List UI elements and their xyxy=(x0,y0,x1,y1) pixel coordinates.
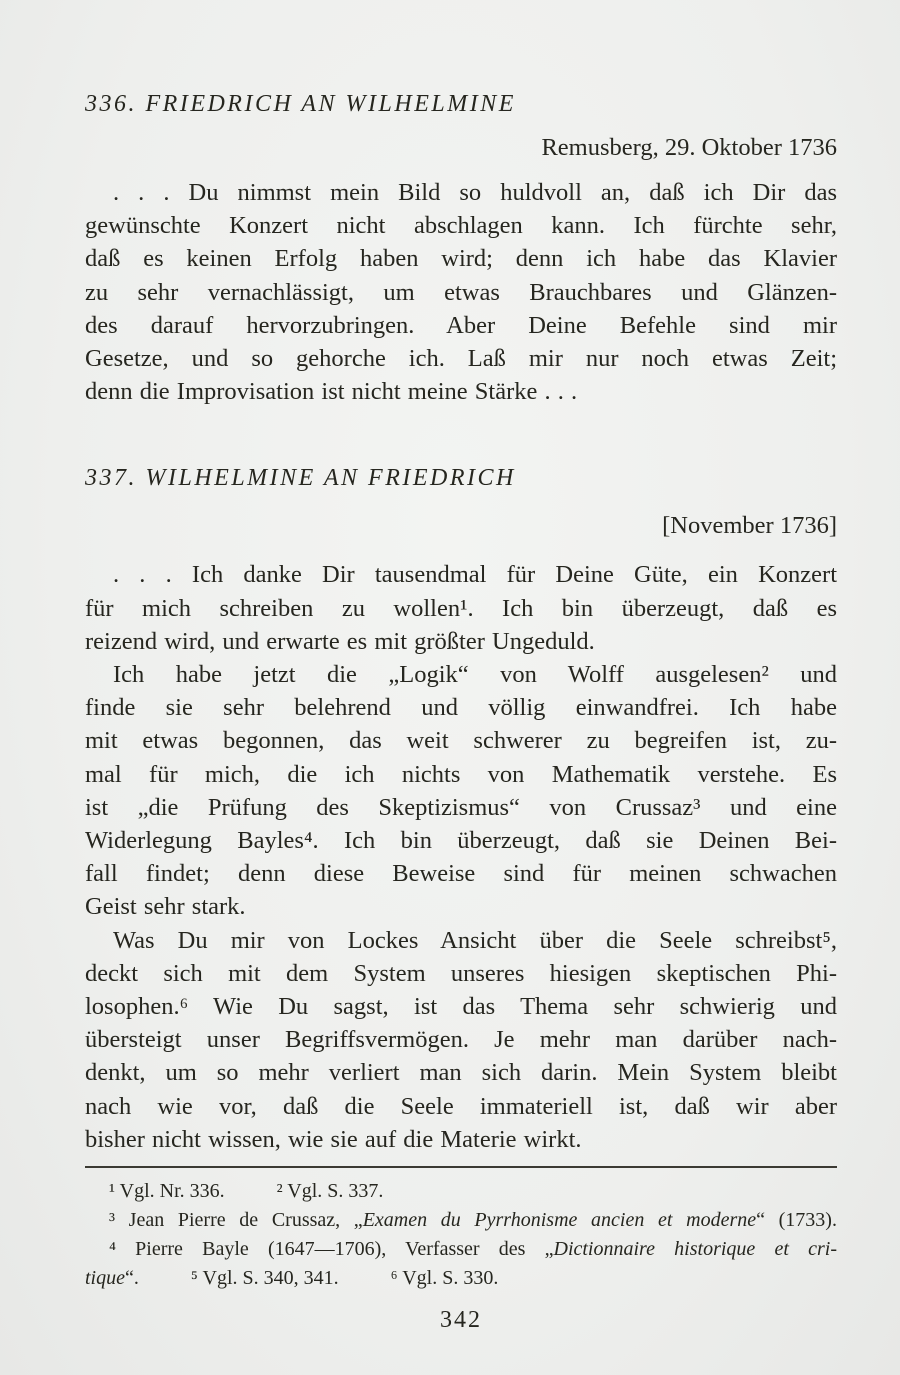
text-line: daß es keinen Erfolg haben wird; denn ich habe das Klavier xyxy=(85,245,837,273)
text-line: Geist sehr stark. xyxy=(85,893,246,921)
letter-heading: 337. WILHELMINE AN FRIEDRICH xyxy=(85,465,516,492)
text-line: zu sehr vernachlässigt, um etwas Brauchbares und Glänzen- xyxy=(85,278,837,306)
letter-337 xyxy=(85,462,837,1156)
footnote-separator xyxy=(85,1166,837,1168)
text-line: mal für mich, die ich nichts von Mathematik verstehe. Es xyxy=(85,760,837,788)
footnote-3-end: “ (1733). xyxy=(756,1209,837,1232)
text-line: losophen.⁶ Wie Du sagst, ist das Thema sehr schwierig und xyxy=(85,993,837,1021)
text-line: . . . Ich danke Dir tausendmal für Deine Güte, ein Konzert xyxy=(113,561,837,589)
footnote-line xyxy=(85,1177,837,1206)
text-line: fall findet; denn diese Beweise sind für meinen schwachen xyxy=(85,860,837,888)
paragraph xyxy=(85,558,837,658)
letter-heading: 336. FRIEDRICH AN WILHELMINE xyxy=(85,91,516,117)
text-line: für mich schreiben zu wollen¹. Ich bin überzeugt, daß es xyxy=(85,594,837,622)
text-line: nach wie vor, daß die Seele immateriell ist, daß wir aber xyxy=(85,1092,837,1120)
paragraph xyxy=(85,924,837,1156)
footnote-1: ¹ Vgl. Nr. 336. xyxy=(109,1180,225,1203)
letter-dateline: [November 1736] xyxy=(662,512,837,540)
text-line: Widerlegung Bayles⁴. Ich bin überzeugt, daß sie Deinen Bei- xyxy=(85,827,837,855)
footnote-line xyxy=(85,1206,837,1235)
footnote-4-title: Dictionnaire historique et cri- xyxy=(553,1238,837,1261)
footnote-5: ⁵ Vgl. S. 340, 341. xyxy=(190,1267,339,1290)
text-line: Was Du mir von Lockes Ansicht über die Seele schreibst⁵, xyxy=(113,926,837,954)
text-line: Ich habe jetzt die „Logik“ von Wolff ausgelesen² und xyxy=(113,661,837,689)
letter-dateline: Remusberg, 29. Oktober 1736 xyxy=(541,134,837,161)
footnote-4-end: “. xyxy=(125,1267,139,1290)
footnote-3-title: Examen du Pyrrhonisme ancien et moderne xyxy=(362,1209,757,1232)
text-line: übersteigt unser Begriffsvermögen. Je mehr man darüber nach- xyxy=(85,1026,837,1054)
footnote-block xyxy=(85,1166,837,1293)
text-line: des darauf hervorzubringen. Aber Deine Befehle sind mir xyxy=(85,311,837,339)
footnote-6: ⁶ Vgl. S. 330. xyxy=(390,1267,499,1290)
text-line: denkt, um so mehr verliert man sich darin. Mein System bleibt xyxy=(85,1059,837,1087)
paragraph xyxy=(85,658,837,924)
text-line: bisher nicht wissen, wie sie auf die Materie wirkt. xyxy=(85,1125,582,1153)
footnote-4-title-cont: tique xyxy=(85,1267,125,1290)
text-line: deckt sich mit dem System unseres hiesigen skeptischen Phi- xyxy=(85,959,837,987)
text-line: Gesetze, und so gehorche ich. Laß mir nur noch etwas Zeit; xyxy=(85,345,837,373)
text-line: reizend wird, und erwarte es mit größter Ungeduld. xyxy=(85,627,595,655)
text-line: ist „die Prüfung des Skeptizismus“ von Crussaz³ und eine xyxy=(85,793,837,821)
text-line: gewünschte Konzert nicht abschlagen kann. Ich fürchte sehr, xyxy=(85,212,837,240)
footnote-line xyxy=(85,1235,837,1264)
paragraph xyxy=(85,176,837,408)
text-line: finde sie sehr belehrend und völlig einwandfrei. Ich habe xyxy=(85,694,837,722)
text-line: . . . Du nimmst mein Bild so huldvoll an, daß ich Dir das xyxy=(113,179,837,206)
footnote-line xyxy=(85,1264,837,1293)
footnote-3: ³ Jean Pierre de Crussaz, „ xyxy=(109,1209,363,1232)
text-line: denn die Improvisation ist nicht meine Stärke . . . xyxy=(85,378,578,406)
footnote-4: ⁴ Pierre Bayle (1647—1706), Verfasser des „ xyxy=(109,1238,554,1261)
footnote-2: ² Vgl. S. 337. xyxy=(276,1180,384,1203)
text-line: mit etwas begonnen, das weit schwerer zu begreifen ist, zu- xyxy=(85,727,837,755)
letter-336 xyxy=(85,88,837,408)
page-number: 342 xyxy=(440,1307,482,1334)
